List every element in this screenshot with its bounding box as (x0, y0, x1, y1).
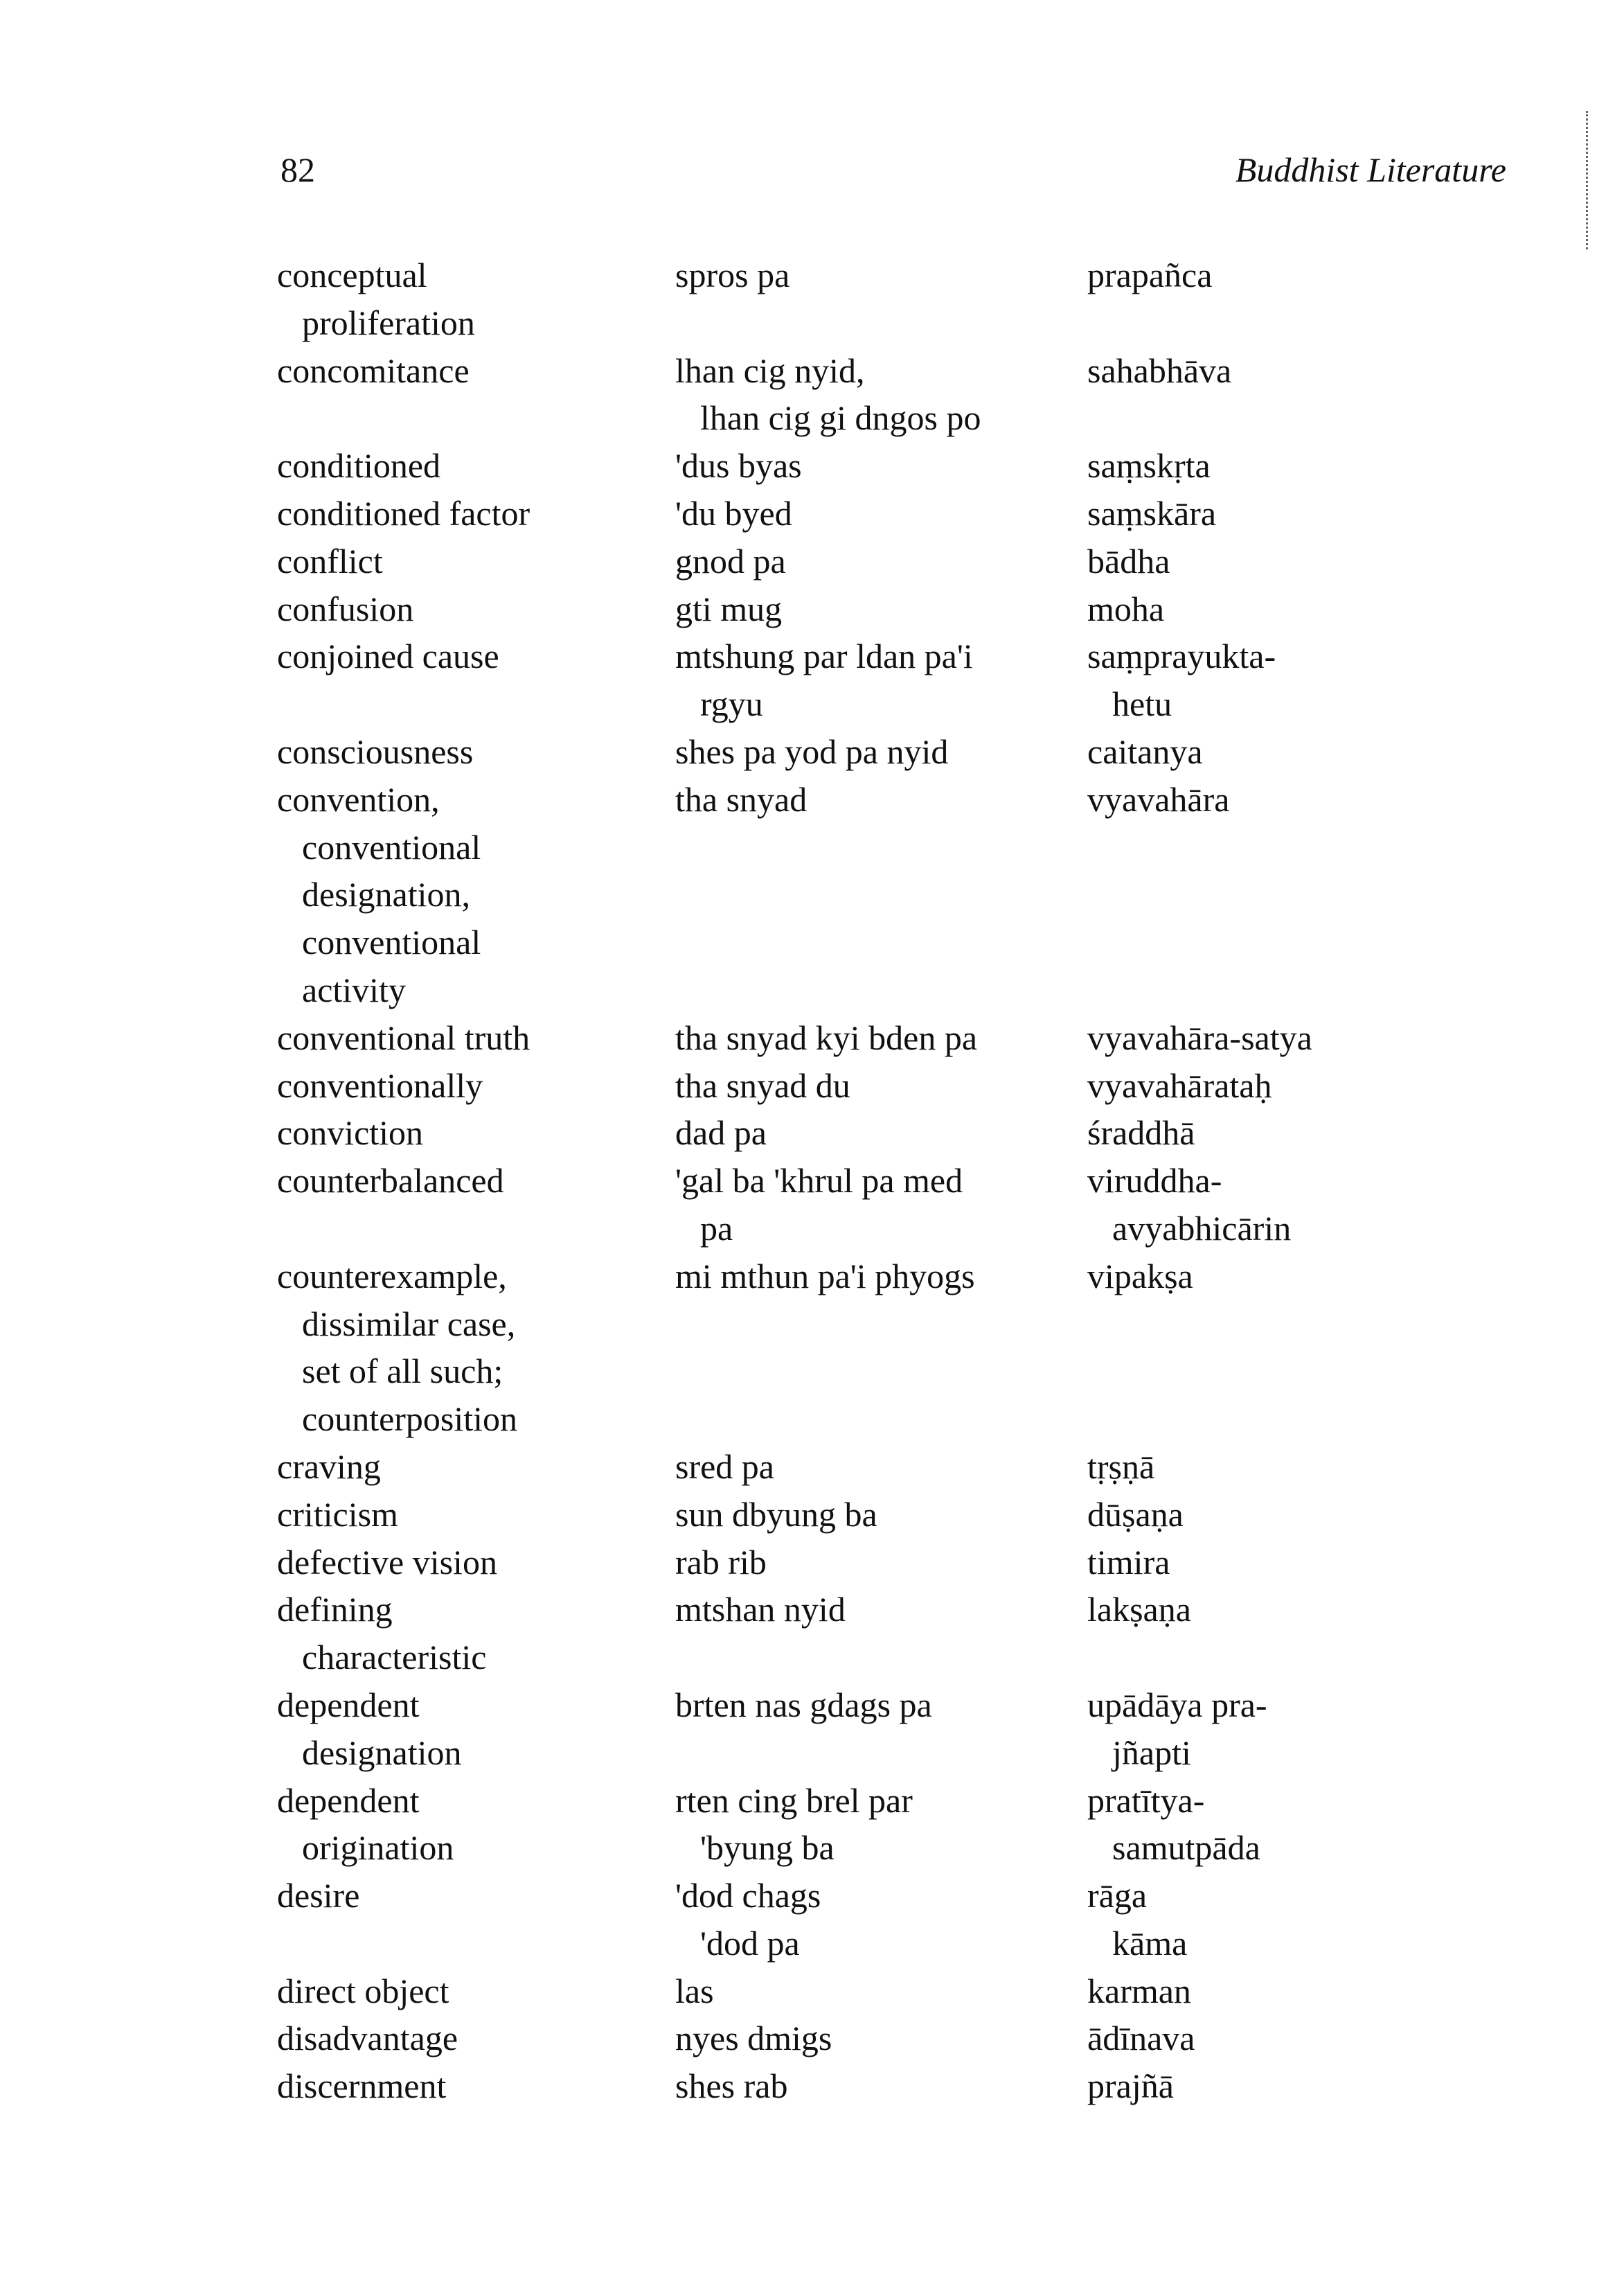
tibetan-term-line: shes rab (675, 2066, 788, 2106)
english-term-line: conventional (302, 923, 481, 962)
sanskrit-term-cell (1087, 1491, 1454, 1539)
sanskrit-term-line: saṃskṛta (1087, 446, 1211, 486)
tibetan-term-cell (675, 1777, 1087, 1873)
sanskrit-term-line: prapañca (1087, 256, 1213, 294)
margin-mark (1586, 111, 1589, 249)
sanskrit-term-line: hetu (1112, 684, 1172, 724)
tibetan-term-line: dad pa (675, 1113, 767, 1153)
sanskrit-term-line: bādha (1087, 541, 1170, 581)
english-term-cell (277, 728, 675, 776)
sanskrit-term-line: samutpāda (1112, 1828, 1260, 1868)
sanskrit-term-cell (1087, 1539, 1454, 1586)
tibetan-term-line: tha snyad kyi bden pa (675, 1018, 978, 1057)
tibetan-term-line: rgyu (700, 684, 763, 724)
english-term-line: designation (302, 1733, 462, 1772)
sanskrit-term-cell (1087, 585, 1454, 633)
sanskrit-term-line: saṃskāra (1087, 493, 1217, 533)
glossary-entry (277, 251, 1454, 347)
sanskrit-term-line: viruddha- (1087, 1161, 1222, 1201)
glossary-entry (277, 1539, 1454, 1586)
sanskrit-term-line: vyavahāra-satya (1087, 1018, 1312, 1057)
tibetan-term-line: gti mug (675, 589, 783, 628)
english-term-cell (277, 776, 675, 1014)
glossary-entry (277, 776, 1454, 1014)
english-term-line: desire (277, 1876, 360, 1915)
sanskrit-term-line: saṃprayukta- (1087, 637, 1276, 676)
tibetan-term-line: sred pa (675, 1446, 774, 1486)
sanskrit-term-line: ādīnava (1087, 2019, 1195, 2058)
glossary-entry (277, 1014, 1454, 1062)
english-term-cell (277, 1872, 675, 1920)
english-term-line: counterbalanced (277, 1161, 504, 1201)
english-term-cell (277, 1443, 675, 1491)
english-term-line: conventional truth (277, 1018, 530, 1057)
sanskrit-term-cell (1087, 1777, 1454, 1873)
tibetan-term-line: lhan cig gi dngos po (700, 398, 981, 438)
english-term-line: disadvantage (277, 2019, 458, 2058)
english-term-line: defining (277, 1590, 393, 1629)
english-term-line: craving (277, 1446, 381, 1486)
tibetan-term-cell (675, 776, 1087, 824)
tibetan-term-cell (675, 1014, 1087, 1062)
english-term-cell (277, 2015, 675, 2062)
english-term-line: proliferation (302, 303, 475, 342)
sanskrit-term-cell (1087, 490, 1454, 538)
english-term-cell (277, 585, 675, 633)
sanskrit-term-line: dūṣaṇa (1087, 1494, 1184, 1534)
english-term-line: activity (302, 970, 406, 1009)
english-term-cell (277, 1586, 675, 1681)
sanskrit-term-line: śraddhā (1087, 1113, 1195, 1153)
tibetan-term-cell (675, 1157, 1087, 1252)
tibetan-term-cell (675, 1109, 1087, 1157)
sanskrit-term-cell (1087, 1872, 1454, 1967)
sanskrit-term-line: jñapti (1112, 1733, 1191, 1772)
english-term-cell (277, 1252, 675, 1443)
tibetan-term-line: nyes dmigs (675, 2019, 832, 2058)
glossary-entry (277, 1681, 1454, 1777)
sanskrit-term-cell (1087, 776, 1454, 824)
glossary-entry (277, 1252, 1454, 1443)
tibetan-term-line: 'byung ba (700, 1828, 835, 1868)
sanskrit-term-cell (1087, 1014, 1454, 1062)
tibetan-term-line: pa (700, 1208, 733, 1248)
sanskrit-term-cell (1087, 2015, 1454, 2062)
tibetan-term-cell (675, 1872, 1087, 1967)
tibetan-term-line: mtshan nyid (675, 1590, 846, 1629)
english-term-cell (277, 442, 675, 490)
sanskrit-term-line: kāma (1112, 1923, 1188, 1963)
sanskrit-term-cell (1087, 2062, 1454, 2110)
glossary-entry (277, 1157, 1454, 1252)
sanskrit-term-cell (1087, 251, 1454, 299)
english-term-line: conflict (277, 541, 383, 581)
glossary-entry (277, 1967, 1454, 2015)
tibetan-term-cell (675, 632, 1087, 728)
tibetan-term-cell (675, 1586, 1087, 1634)
tibetan-term-line: mi mthun pa'i phyogs (675, 1256, 975, 1295)
tibetan-term-cell (675, 538, 1087, 585)
sanskrit-term-line: moha (1087, 589, 1165, 628)
english-term-line: direct object (277, 1971, 449, 2010)
sanskrit-term-line: lakṣaṇa (1087, 1590, 1191, 1629)
tibetan-term-line: 'dus byas (675, 446, 802, 486)
tibetan-term-cell (675, 585, 1087, 633)
sanskrit-term-cell (1087, 1109, 1454, 1157)
english-term-line: criticism (277, 1494, 398, 1534)
sanskrit-term-line: rāga (1087, 1876, 1148, 1915)
tibetan-term-line: spros pa (675, 256, 790, 294)
glossary-entry (277, 632, 1454, 728)
tibetan-term-cell (675, 1681, 1087, 1729)
english-term-cell (277, 632, 675, 680)
sanskrit-term-cell (1087, 1252, 1454, 1300)
tibetan-term-cell (675, 251, 1087, 299)
running-title: Buddhist Literature (1235, 150, 1506, 189)
tibetan-term-line: 'du byed (675, 493, 792, 533)
glossary-entry (277, 1491, 1454, 1539)
sanskrit-term-line: sahabhāva (1087, 351, 1232, 390)
sanskrit-term-line: tṛṣṇā (1087, 1446, 1155, 1486)
english-term-cell (277, 1491, 675, 1539)
tibetan-term-cell (675, 490, 1087, 538)
glossary-entry (277, 1109, 1454, 1157)
tibetan-term-line: lhan cig nyid, (675, 351, 865, 390)
sanskrit-term-cell (1087, 1443, 1454, 1491)
english-term-line: conditioned factor (277, 493, 530, 533)
glossary-table (277, 251, 1454, 2110)
english-term-cell (277, 1681, 675, 1777)
tibetan-term-line: mtshung par ldan pa'i (675, 637, 973, 676)
glossary-entry (277, 2015, 1454, 2062)
english-term-line: conventionally (277, 1065, 483, 1105)
tibetan-term-cell (675, 1062, 1087, 1110)
tibetan-term-line: rten cing brel par (675, 1780, 913, 1820)
english-term-line: origination (302, 1828, 454, 1868)
english-term-line: confusion (277, 589, 414, 628)
sanskrit-term-line: vyavahāra (1087, 779, 1230, 819)
sanskrit-term-cell (1087, 1681, 1454, 1777)
sanskrit-term-cell (1087, 538, 1454, 585)
english-term-line: conditioned (277, 446, 441, 486)
english-term-cell (277, 1157, 675, 1205)
english-term-line: designation, (302, 875, 471, 914)
english-term-line: convention, (277, 779, 440, 819)
english-term-cell (277, 538, 675, 585)
tibetan-term-cell (675, 1539, 1087, 1586)
english-term-cell (277, 1539, 675, 1586)
english-term-line: dependent (277, 1685, 420, 1724)
english-term-line: dependent (277, 1780, 420, 1820)
tibetan-term-cell (675, 2062, 1087, 2110)
tibetan-term-cell (675, 442, 1087, 490)
tibetan-term-cell (675, 728, 1087, 776)
english-term-line: concomitance (277, 351, 470, 390)
sanskrit-term-cell (1087, 632, 1454, 728)
tibetan-term-line: tha snyad du (675, 1065, 850, 1105)
sanskrit-term-line: vipakṣa (1087, 1256, 1193, 1295)
sanskrit-term-line: timira (1087, 1542, 1170, 1582)
tibetan-term-cell (675, 347, 1087, 443)
sanskrit-term-line: pratītya- (1087, 1780, 1205, 1820)
tibetan-term-cell (675, 1967, 1087, 2015)
sanskrit-term-line: caitanya (1087, 732, 1203, 771)
english-term-line: dissimilar case, (302, 1304, 516, 1343)
glossary-entry (277, 1872, 1454, 1967)
sanskrit-term-line: karman (1087, 1971, 1191, 2010)
sanskrit-term-cell (1087, 728, 1454, 776)
english-term-line: characteristic (302, 1638, 487, 1677)
sanskrit-term-line: prajñā (1087, 2066, 1174, 2106)
glossary-entry (277, 585, 1454, 633)
english-term-line: discernment (277, 2066, 447, 2106)
sanskrit-term-cell (1087, 442, 1454, 490)
english-term-line: counterexample, (277, 1256, 507, 1295)
tibetan-term-line: gnod pa (675, 541, 786, 581)
english-term-cell (277, 490, 675, 538)
english-term-cell (277, 251, 675, 347)
glossary-entry (277, 490, 1454, 538)
english-term-line: conceptual (277, 256, 427, 294)
tibetan-term-line: 'gal ba 'khrul pa med (675, 1161, 963, 1201)
sanskrit-term-cell (1087, 1062, 1454, 1110)
sanskrit-term-line: vyavahārataḥ (1087, 1065, 1272, 1105)
english-term-cell (277, 1967, 675, 2015)
tibetan-term-cell (675, 1491, 1087, 1539)
english-term-line: conviction (277, 1113, 424, 1153)
english-term-cell (277, 1109, 675, 1157)
tibetan-term-line: 'dod chags (675, 1876, 821, 1915)
glossary-entry (277, 1443, 1454, 1491)
english-term-line: counterposition (302, 1399, 518, 1439)
glossary-entry (277, 1586, 1454, 1681)
glossary-entry (277, 728, 1454, 776)
sanskrit-term-cell (1087, 1157, 1454, 1252)
tibetan-term-cell (675, 1443, 1087, 1491)
english-term-cell (277, 1062, 675, 1110)
english-term-cell (277, 1777, 675, 1873)
tibetan-term-line: rab rib (675, 1542, 767, 1582)
tibetan-term-line: sun dbyung ba (675, 1494, 877, 1534)
english-term-cell (277, 347, 675, 395)
english-term-line: defective vision (277, 1542, 497, 1582)
tibetan-term-line: tha snyad (675, 779, 807, 819)
tibetan-term-line: 'dod pa (700, 1923, 800, 1963)
glossary-entry (277, 442, 1454, 490)
tibetan-term-cell (675, 2015, 1087, 2062)
english-term-cell (277, 2062, 675, 2110)
english-term-line: consciousness (277, 732, 474, 771)
glossary-entry (277, 2062, 1454, 2110)
english-term-cell (277, 1014, 675, 1062)
sanskrit-term-cell (1087, 347, 1454, 395)
english-term-line: set of all such; (302, 1352, 503, 1391)
glossary-entry (277, 1062, 1454, 1110)
glossary-entry (277, 347, 1454, 443)
sanskrit-term-cell (1087, 1586, 1454, 1634)
glossary-entry (277, 538, 1454, 585)
page-number: 82 (280, 150, 315, 189)
glossary-entry (277, 1777, 1454, 1873)
sanskrit-term-line: avyabhicārin (1112, 1208, 1292, 1248)
tibetan-term-line: brten nas gdags pa (675, 1685, 932, 1724)
tibetan-term-line: las (675, 1971, 714, 2010)
english-term-line: conventional (302, 827, 481, 867)
sanskrit-term-line: upādāya pra- (1087, 1685, 1267, 1724)
tibetan-term-cell (675, 1252, 1087, 1300)
tibetan-term-line: shes pa yod pa nyid (675, 732, 949, 771)
english-term-line: conjoined cause (277, 637, 499, 676)
sanskrit-term-cell (1087, 1967, 1454, 2015)
